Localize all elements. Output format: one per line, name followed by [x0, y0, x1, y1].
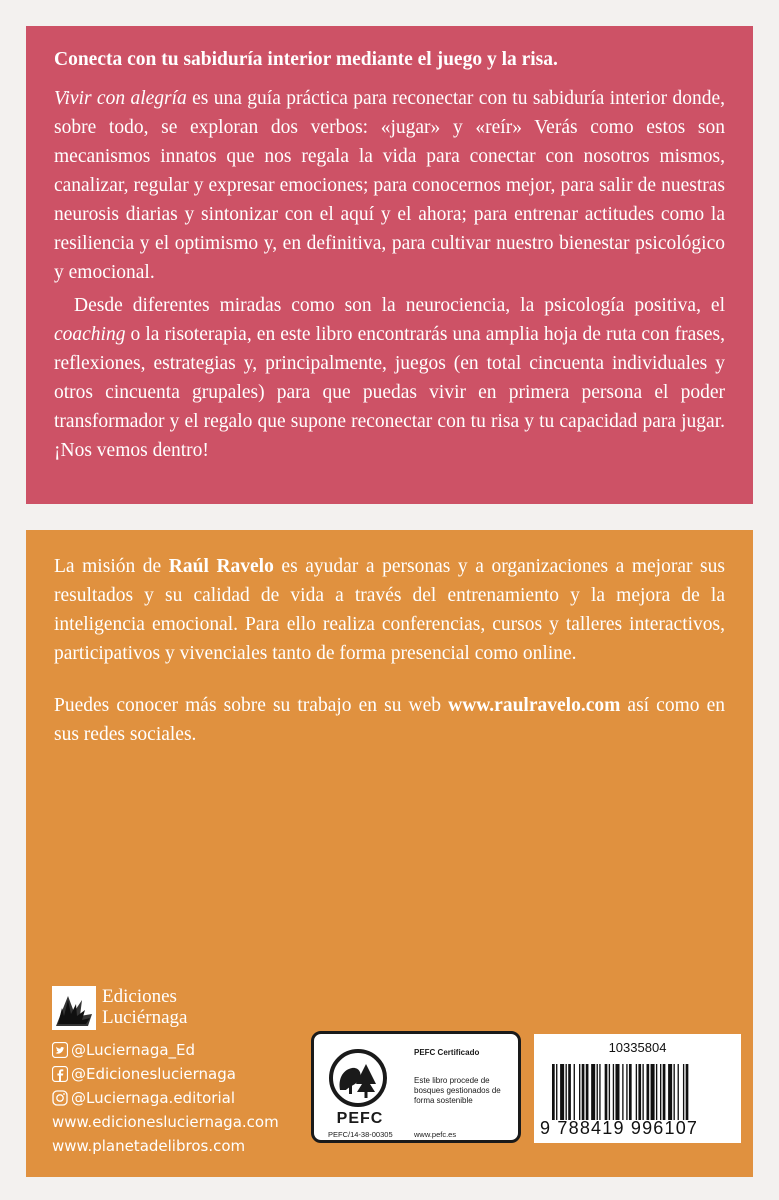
twitter-handle: @Luciernaga_Ed [71, 1041, 196, 1059]
description-text-2b: o la risoterapia, en este libro encontrarás una amplia hoja de ruta con frases, reflexiones, estrategias y, principalmente, juegos (en total cincuenta individuales y otros cincuenta grupales) para que puedas vivir en primera persona el poder transformador y el regalo que supone reconectar con tu risa y tu capacidad para jugar. ¡Nos vemos dentro! [54, 324, 725, 461]
description-text-2a: Desde diferentes miradas como son la neurociencia, la psicología positiva, el [74, 295, 725, 316]
barcode-bar [568, 1064, 571, 1120]
pefc-trees-logo-icon [328, 1048, 388, 1108]
book-title: Vivir con alegría [54, 88, 187, 109]
author-text-1b: es ayudar a personas y a organizaciones a mejorar sus resultados y su calidad de vida a través del entrenamiento y la mejora de la inteligencia emocional. Para ello realiza conferencias, cursos y talleres interactivos, participativos y vivenciales tanto de forma presencial como online. [54, 556, 725, 664]
publisher-website-link[interactable] [52, 1110, 279, 1134]
barcode-bar [636, 1064, 637, 1120]
barcode-bars [552, 1064, 732, 1120]
barcode-bar [599, 1064, 600, 1120]
tagline: Conecta con tu sabiduría interior mediante el juego y la risa. [54, 49, 558, 70]
book-description-panel [26, 26, 753, 504]
publisher-name-line1: Ediciones [102, 986, 177, 1007]
barcode-bar [574, 1064, 575, 1120]
pefc-certified-title: PEFC Certificado [414, 1048, 480, 1057]
barcode-bar [605, 1064, 608, 1120]
instagram-handle: @Luciernaga.editorial [71, 1089, 235, 1107]
author-paragraph-2 [54, 691, 725, 749]
facebook-handle: @Edicionesluciernaga [71, 1065, 236, 1083]
barcode-bar [678, 1064, 679, 1120]
social-links [52, 1038, 279, 1158]
barcode-bar [647, 1064, 650, 1120]
firefly-logo-icon [52, 986, 96, 1030]
author-text-2a: Puedes conocer más sobre su trabajo en su web [54, 695, 449, 716]
barcode-bar [686, 1064, 689, 1120]
barcode-bar [629, 1064, 632, 1120]
author-website: www.raulravelo.com [448, 695, 621, 716]
description-text-1: es una guía práctica para reconectar con tu sabiduría interior donde, sobre todo, se exploran dos verbos: «jugar» y «reír» Verás como estos son mecanismos innatos que nos regala la vida para conectar con nosotros mismos, canalizar, regular y expresar emociones; para conocernos mejor, para salir de nuestras neurosis diarias y sintonizar con el aquí y el ahora; para entrenar actitudes como la resiliencia y el optimismo y, en definitiva, para cultivar nuestro bienestar psicológico y emocional. [54, 88, 725, 283]
coaching-term: coaching [54, 324, 126, 345]
barcode-bar [556, 1064, 557, 1120]
planeta-website: www.planetadelibros.com [52, 1137, 246, 1155]
barcode-bar [638, 1064, 641, 1120]
barcode-bar [609, 1064, 610, 1120]
barcode-bar [663, 1064, 666, 1120]
description-paragraph-1 [54, 84, 725, 287]
facebook-link[interactable] [52, 1062, 279, 1086]
isbn-number: 9 788419 996107 [540, 1118, 699, 1138]
barcode-bar [586, 1064, 589, 1120]
pefc-code: PEFC/14-38-00305 [328, 1130, 393, 1139]
author-paragraph-1 [54, 552, 725, 668]
author-name: Raúl Ravelo [168, 556, 274, 577]
publisher-website: www.edicionesluciernaga.com [52, 1113, 279, 1131]
barcode-bar [651, 1064, 655, 1120]
pefc-wordmark: PEFC [336, 1110, 384, 1127]
facebook-icon [52, 1066, 68, 1082]
barcode-bar [683, 1064, 684, 1120]
instagram-link[interactable] [52, 1086, 279, 1110]
author-text-2b: así como en sus redes sociales. [54, 695, 726, 745]
barcode-bar [626, 1064, 627, 1120]
barcode-bar [597, 1064, 598, 1120]
twitter-icon [52, 1042, 68, 1058]
pefc-url: www.pefc.es [414, 1130, 457, 1139]
barcode-bar [613, 1064, 614, 1120]
twitter-link[interactable] [52, 1038, 279, 1062]
pefc-description: Este libro procede de bosques gestionados de forma sostenible [414, 1076, 501, 1105]
barcode-bar [656, 1064, 657, 1120]
barcode-bar [552, 1064, 555, 1120]
barcode-bar [615, 1064, 619, 1120]
planeta-website-link[interactable] [52, 1134, 279, 1158]
publisher-name-line2: Luciérnaga [102, 1007, 188, 1028]
barcode-bar [622, 1064, 623, 1120]
barcode-bar [674, 1064, 675, 1120]
barcode-bar [591, 1064, 595, 1120]
instagram-icon [52, 1090, 68, 1106]
publisher-name [102, 986, 302, 1028]
description-paragraph-2 [54, 291, 725, 465]
barcode-bar [668, 1064, 672, 1120]
barcode-bar [582, 1064, 585, 1120]
isbn-barcode [534, 1034, 741, 1143]
barcode-bar [660, 1064, 661, 1120]
author-text-1a: La misión de [54, 556, 169, 577]
barcode-bar [560, 1064, 564, 1120]
product-code: 10335804 [608, 1040, 667, 1055]
pefc-certification-label [311, 1031, 521, 1143]
barcode-bar [642, 1064, 643, 1120]
barcode-bar [579, 1064, 580, 1120]
barcode-bar [566, 1064, 567, 1120]
